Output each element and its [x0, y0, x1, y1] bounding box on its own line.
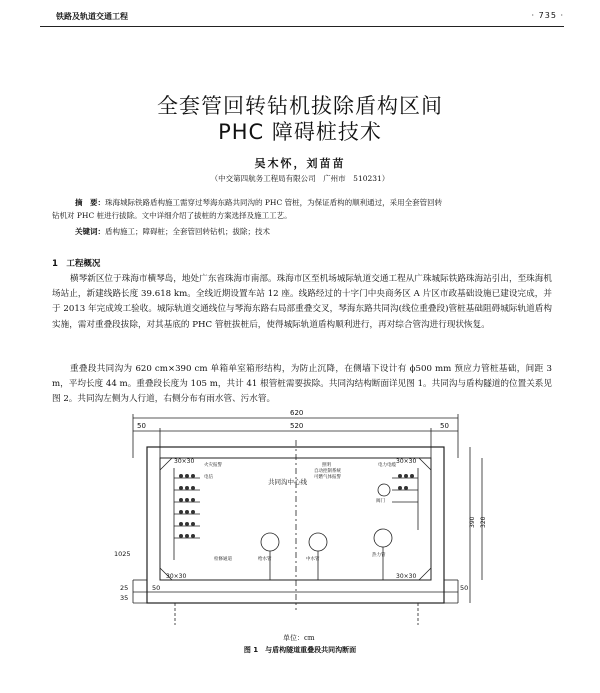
pipe-water — [261, 533, 279, 551]
abstract-label: 摘 要： — [75, 198, 105, 207]
abstract-text-1: 珠海城际铁路盾构施工需穿过琴海东路共同沟的 PHC 管桩，为保证盾构的顺利通过，采用全套管回转 — [105, 198, 443, 207]
section-heading: 1 工程概况 — [52, 259, 101, 269]
paragraph-1: 横琴新区位于珠海市横琴岛，地处广东省珠海市南部。珠海市区至机场城际轨道交通工程从广珠城际铁路珠海站引出，至珠海机场站止，新建线路长度 39.618 km。全线近期设置车站 12 座。线路经过的十字门中央商务区 A 片区市政基础设施已建设完成，并于 2013 年完成竣工验收。城际轨道交通线位与琴海东路右局部重叠交叉，琴海东路共同沟(线位重叠段)管桩基础阻碍城际轨道盾构实施，需对重叠段拔除，对其基底的 PHC 管桩拔桩后，使得城际轨道盾构顺利进行，再对综合管沟进行现状恢复。 — [52, 274, 552, 330]
dim-height-total: 390 — [469, 516, 476, 528]
keywords-text: 盾构施工；障碍桩；全套管回转钻机；拔除；技术 — [105, 227, 270, 236]
dim-base-mid: 50 — [152, 584, 161, 592]
label-comm: 电信 — [204, 475, 213, 480]
gusset-bl: 30×30 — [166, 573, 187, 580]
gusset-br: 30×30 — [396, 573, 417, 580]
label-pipe2: 中水管 — [306, 557, 320, 562]
keywords-label: 关键词： — [75, 227, 105, 236]
dim-total: 620 — [290, 409, 304, 417]
label-centre: 共同沟中心线 — [268, 478, 307, 486]
figure-caption — [0, 645, 600, 655]
label-power: 电力电缆 — [378, 463, 396, 468]
dim-slab: 35 — [120, 594, 129, 602]
journal-name: 铁路及轨道交通工程 — [56, 12, 128, 21]
figure-unit: 单位：cm — [283, 634, 315, 642]
caption-number: 图 1 — [243, 646, 259, 654]
gusset-tl: 30×30 — [174, 458, 195, 465]
dim-base-right: 50 — [460, 584, 469, 592]
label-pipe1: 给水管 — [258, 557, 272, 562]
title-line-2: PHC 障碍桩技术 — [218, 120, 382, 144]
label-valve: 阀门 — [376, 499, 385, 504]
dim-left: 50 — [137, 422, 146, 430]
label-ctrl: 自动控制系统 — [314, 469, 341, 474]
abstract-line-2: 钻机对 PHC 桩进行拔除。文中详细介绍了拔桩的方案选择及施工工艺。 — [52, 211, 292, 220]
label-walk: 检修通道 — [214, 557, 232, 562]
label-gas: 可燃气体报警 — [314, 475, 341, 480]
page-number: · 735 · — [531, 11, 564, 20]
pipe-small — [378, 484, 390, 496]
authors: 吴木怀，刘苗苗 — [254, 157, 346, 170]
title-line-1: 全套管回转钻机拔除盾构区间 — [157, 94, 443, 118]
dim-left-wall: 1025 — [114, 550, 131, 558]
dim-right: 50 — [440, 422, 449, 430]
label-pipe3: 热力管 — [372, 553, 386, 558]
affiliation: （中交第四航务工程局有限公司 广州市 510231） — [210, 174, 390, 183]
pipe-heat — [374, 529, 392, 547]
dim-height-inner: 320 — [480, 516, 487, 528]
label-fire: 火灾报警 — [204, 463, 222, 468]
paragraph-2: 重叠段共同沟为 620 cm×390 cm 单箱单室箱形结构，为防止沉降，在侧墙下设计有 ϕ500 mm 预应力管桩基础，间距 3 m，平均长度 44 m。重叠段长度为 105 m，共计 41 根管桩需要拔除。共同沟结构断面详见图 1。共同沟与盾构隧道的位置关系见图 2。共同沟左侧为人行道，右侧分布有雨水管、污水管。 — [52, 364, 552, 405]
dim-base-left: 25 — [120, 584, 129, 592]
dim-inner: 520 — [290, 422, 304, 430]
gusset-tr: 30×30 — [396, 458, 417, 465]
label-light: 照明 — [322, 463, 331, 468]
caption-text: 与盾构隧道重叠段共同沟断面 — [265, 646, 357, 654]
pipe-reclaimed — [309, 533, 327, 551]
inner-chamber — [160, 458, 431, 580]
